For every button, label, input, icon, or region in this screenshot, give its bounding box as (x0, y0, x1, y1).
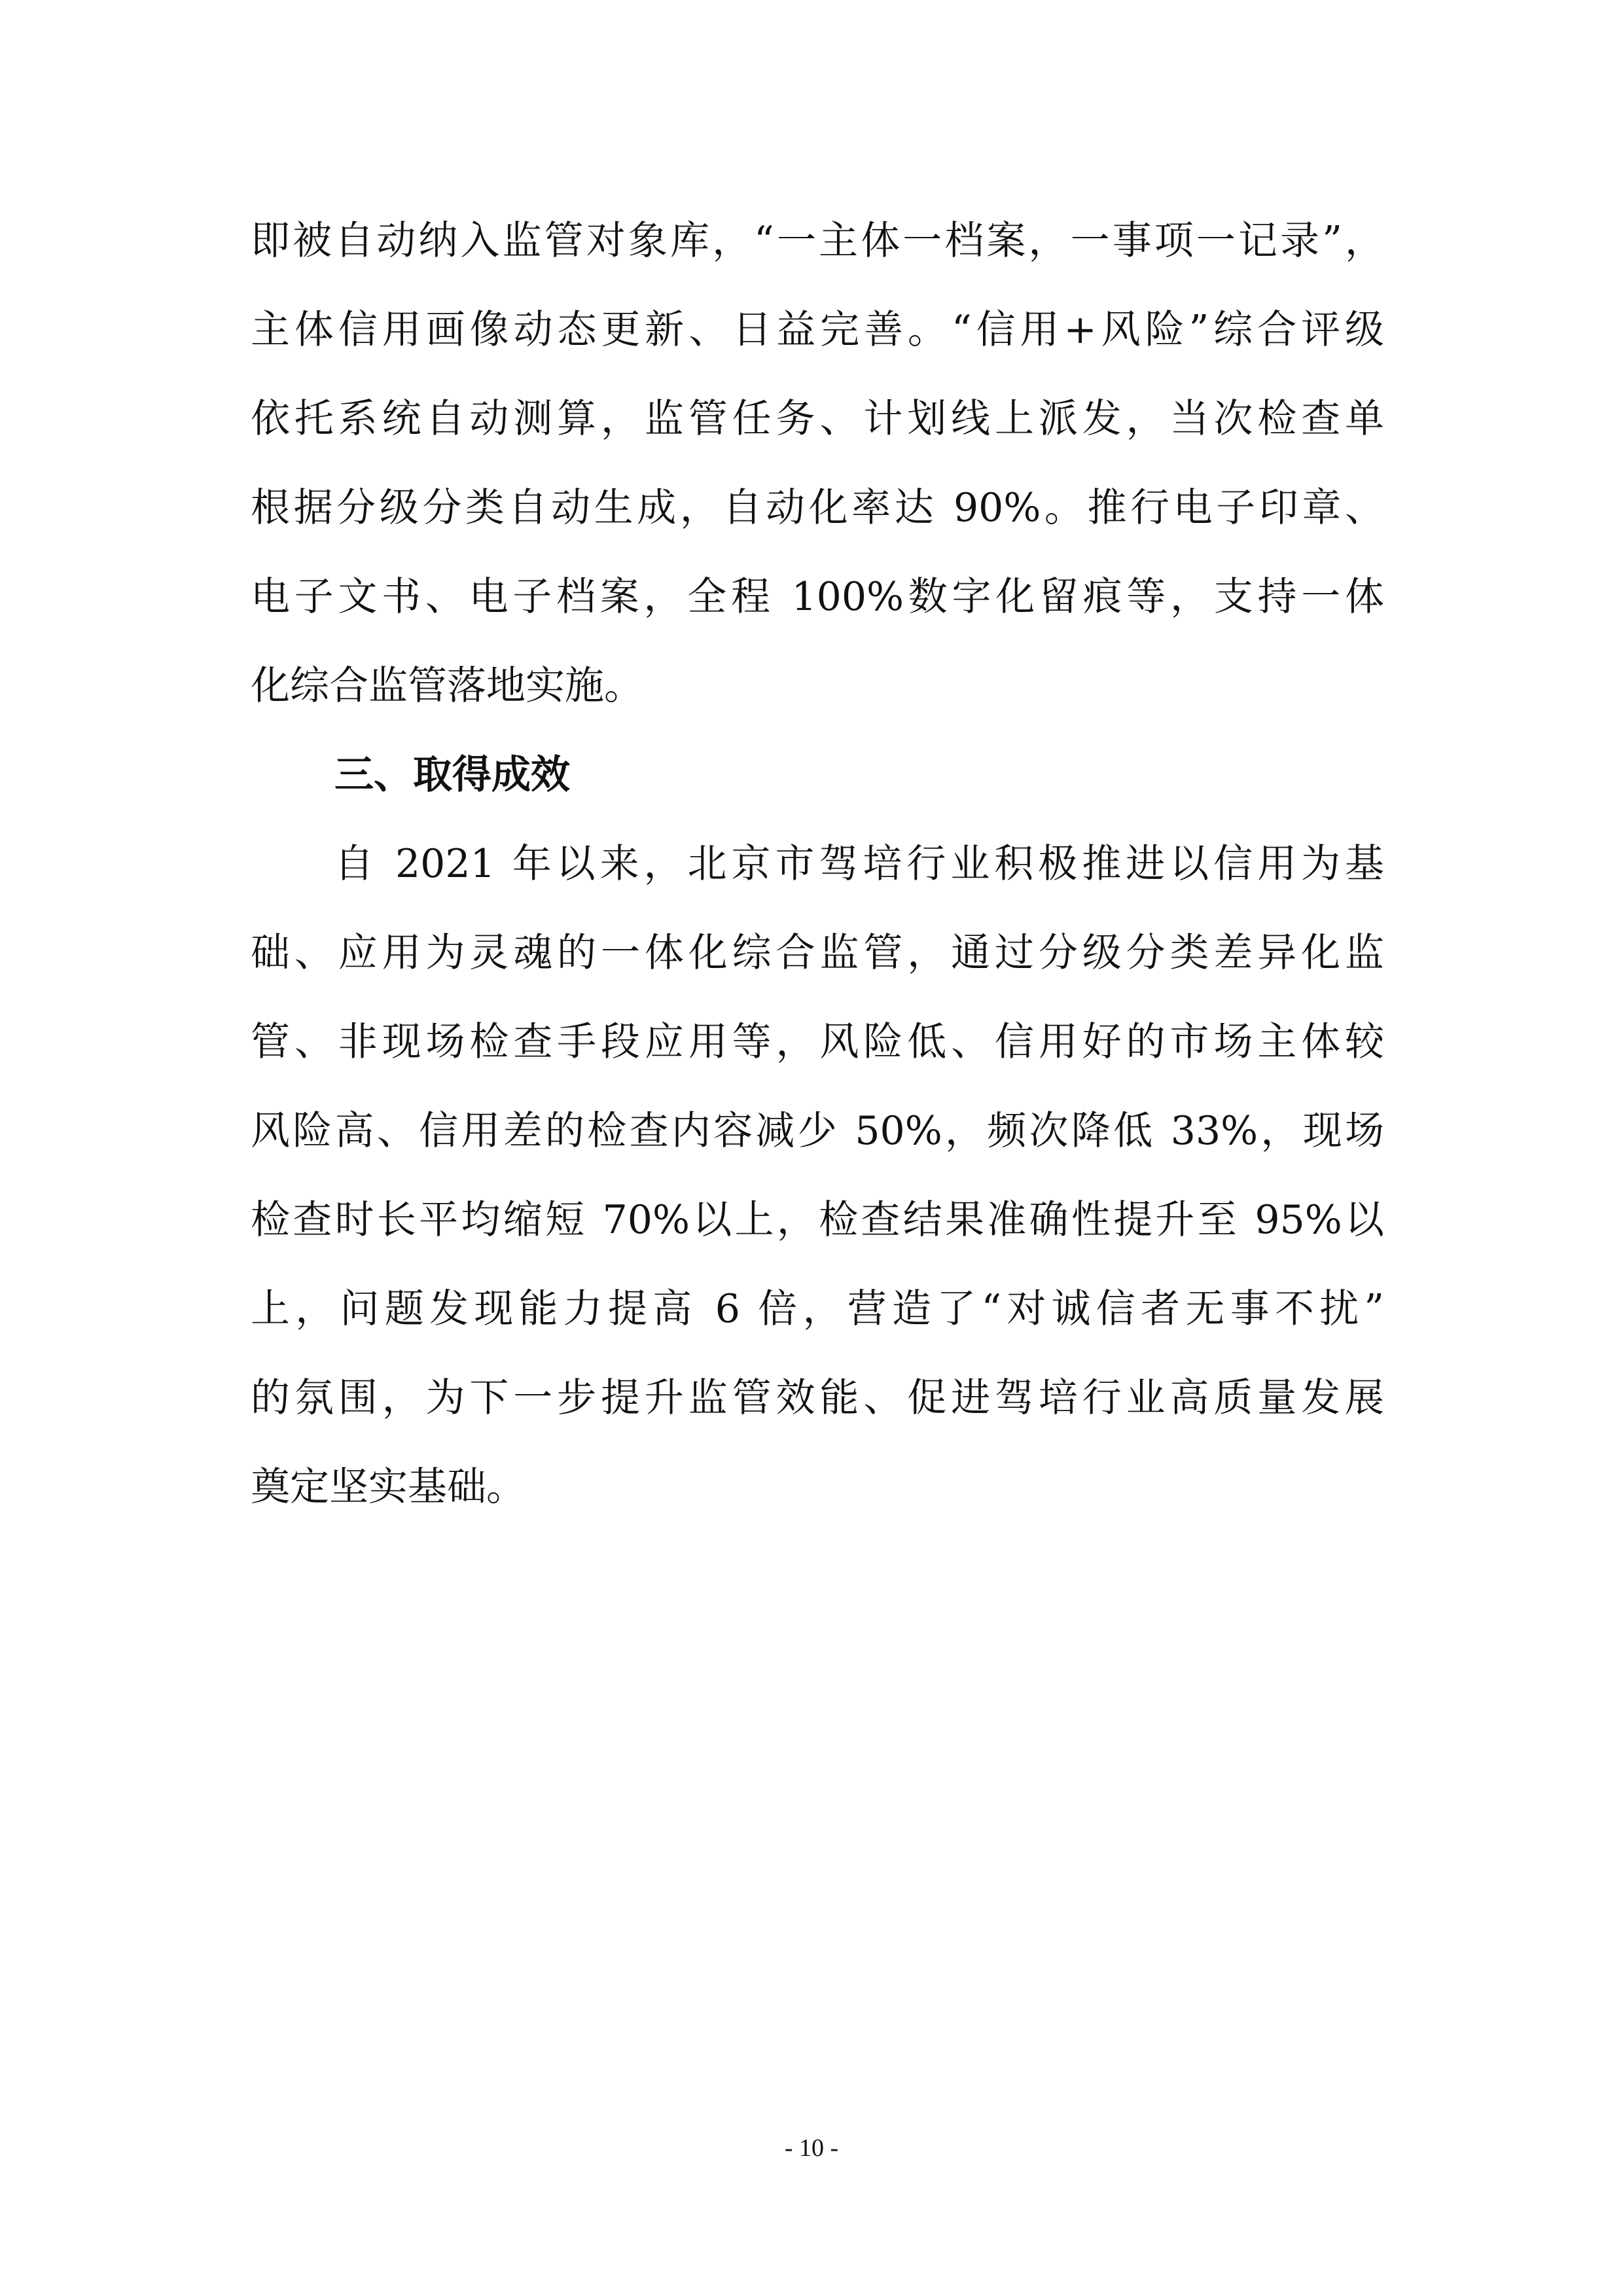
paragraph-results (251, 819, 1384, 1532)
text-line: 管、非现场检查手段应用等，风险低、信用好的市场主体较 (251, 1019, 1384, 1065)
document-body (251, 196, 1384, 1532)
text-line: 的氛围，为下一步提升监管效能、促进驾培行业高质量发展 (251, 1375, 1384, 1421)
text-line: 根据分级分类自动生成，自动化率达 90%。推行电子印章、 (251, 485, 1384, 531)
paragraph-credit-system (251, 196, 1384, 730)
text-line: 风险高、信用差的检查内容减少 50%，频次降低 33%，现场 (251, 1108, 1384, 1154)
text-line: 上，问题发现能力提高 6 倍，营造了“对诚信者无事不扰” (251, 1286, 1384, 1332)
text-line: 础、应用为灵魂的一体化综合监管，通过分级分类差异化监 (251, 930, 1384, 976)
text-line: 自 2021 年以来，北京市驾培行业积极推进以信用为基 (334, 841, 1384, 887)
text-line: 奠定坚实基础。 (251, 1464, 526, 1510)
page-number: - 10 - (784, 2134, 839, 2162)
text-line: 检查时长平均缩短 70%以上，检查结果准确性提升至 95%以 (251, 1197, 1384, 1243)
text-line: 依托系统自动测算，监管任务、计划线上派发，当次检查单 (251, 396, 1384, 442)
text-line: 即被自动纳入监管对象库，“一主体一档案，一事项一记录”， (251, 218, 1384, 264)
text-line: 主体信用画像动态更新、日益完善。“信用+风险”综合评级 (251, 307, 1384, 353)
text-line: 化综合监管落地实施。 (251, 663, 643, 709)
section-heading: 三、取得成效 (334, 752, 570, 798)
text-line: 电子文书、电子档案，全程 100%数字化留痕等，支持一体 (251, 574, 1384, 620)
